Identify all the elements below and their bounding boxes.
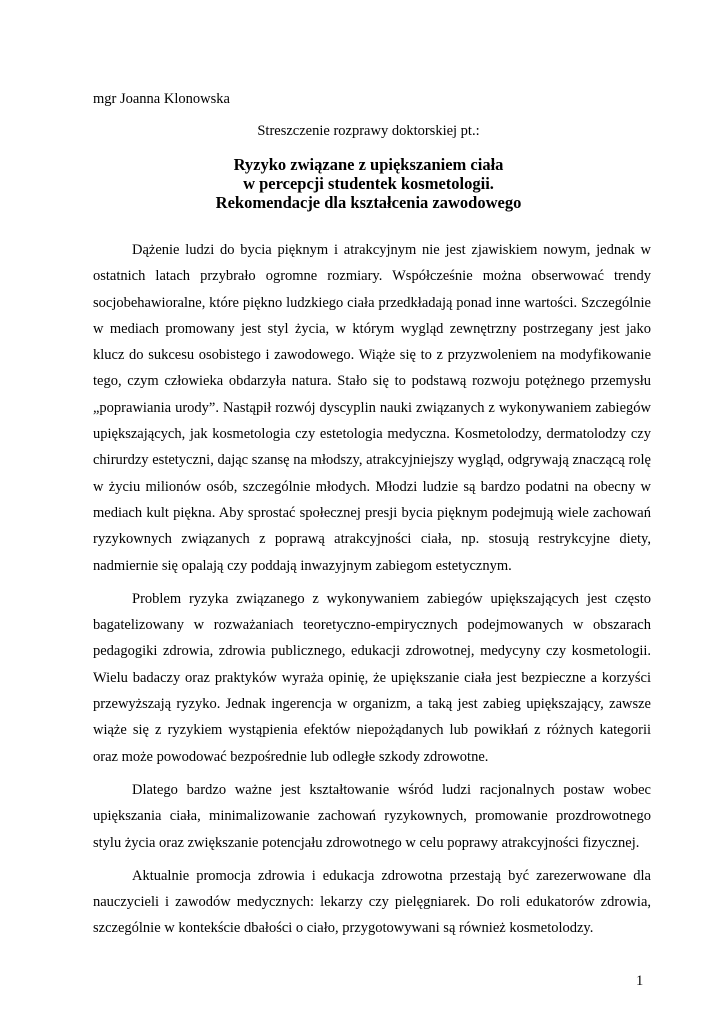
document-title — [0, 155, 725, 212]
body-paragraph: Problem ryzyka związanego z wykonywaniem zabiegów upiększających jest często bagatelizowany w rozważaniach teoretyczno-empirycznych podejmowanych w obszarach pedagogiki zdrowia, zdrowia publicznego, edukacji zdrowotnej, medycyny czy kosmetologii. Wielu badaczy oraz praktyków wyraża opinię, że upiększanie ciała jest bezpieczne a korzyści przewyższają ryzyko. Jednak ingerencja w organizm, a taką jest zabieg upiększający, zawsze wiąże się z ryzykiem wystąpienia efektów niepożądanych lub powikłań z różnych kategorii oraz może powodować bezpośrednie lub odległe szkody zdrowotne. — [93, 590, 651, 765]
author-name: mgr Joanna Klonowska — [93, 91, 230, 107]
title-line: w percepcji studentek kosmetologii. — [243, 174, 494, 193]
body-paragraph: Aktualnie promocja zdrowia i edukacja zdrowotna przestają być zarezerwowane dla nauczycieli i zawodów medycznych: lekarzy czy pielęgniarek. Do roli edukatorów zdrowia, szczególnie w kontekście dbałości o ciało, przygotowywani są również kosmetolodzy. — [93, 867, 651, 937]
body-paragraph: Dlatego bardzo ważne jest kształtowanie wśród ludzi racjonalnych postaw wobec upiększania ciała, minimalizowanie zachowań ryzykownych, promowanie prozdrowotnego stylu życia oraz zwiększanie potencjału zdrowotnego w celu poprawy atrakcyjności fizycznej. — [93, 781, 651, 851]
body-paragraph: Dążenie ludzi do bycia pięknym i atrakcyjnym nie jest zjawiskiem nowym, jednak w ostatnich latach przybrało ogromne rozmiary. Współcześnie można obserwować trendy socjobehawioralne, które piękno ludzkiego ciała przedkładają ponad inne wartości. Szczególnie w mediach promowany jest styl życia, w którym wygląd zewnętrzny postrzegany jest jako klucz do sukcesu osobistego i zawodowego. Wiąże się to z przyzwoleniem na modyfikowanie tego, czym człowieka obdarzyła natura. Stało się to podstawą rozwoju potężnego przemysłu „poprawiania urody”. Nastąpił rozwój dyscyplin nauki związanych z wykonywaniem zabiegów upiększających, jak kosmetologia czy estetologia medyczna. Kosmetolodzy, dermatolodzy czy chirurdzy estetyczni, dając szansę na młodszy, atrakcyjniejszy wygląd, odgrywają znaczącą rolę w życiu milionów osób, szczególnie młodych. Młodzi ludzie są bardzo podatni na obecny w mediach kult piękna. Aby sprostać społecznej presji bycia pięknym podejmują wiele zachowań ryzykownych związanych z poprawą atrakcyjności ciała, np. stosują restrykcyjne diety, nadmiernie się opalają czy poddają inwazyjnym zabiegom estetycznym. — [93, 242, 651, 574]
document-body — [93, 237, 651, 949]
document-subtitle: Streszczenie rozprawy doktorskiej pt.: — [257, 123, 480, 139]
page-number: 1 — [636, 973, 644, 989]
title-line: Rekomendacje dla kształcenia zawodowego — [215, 193, 522, 212]
title-line: Ryzyko związane z upiększaniem ciała — [233, 155, 504, 174]
